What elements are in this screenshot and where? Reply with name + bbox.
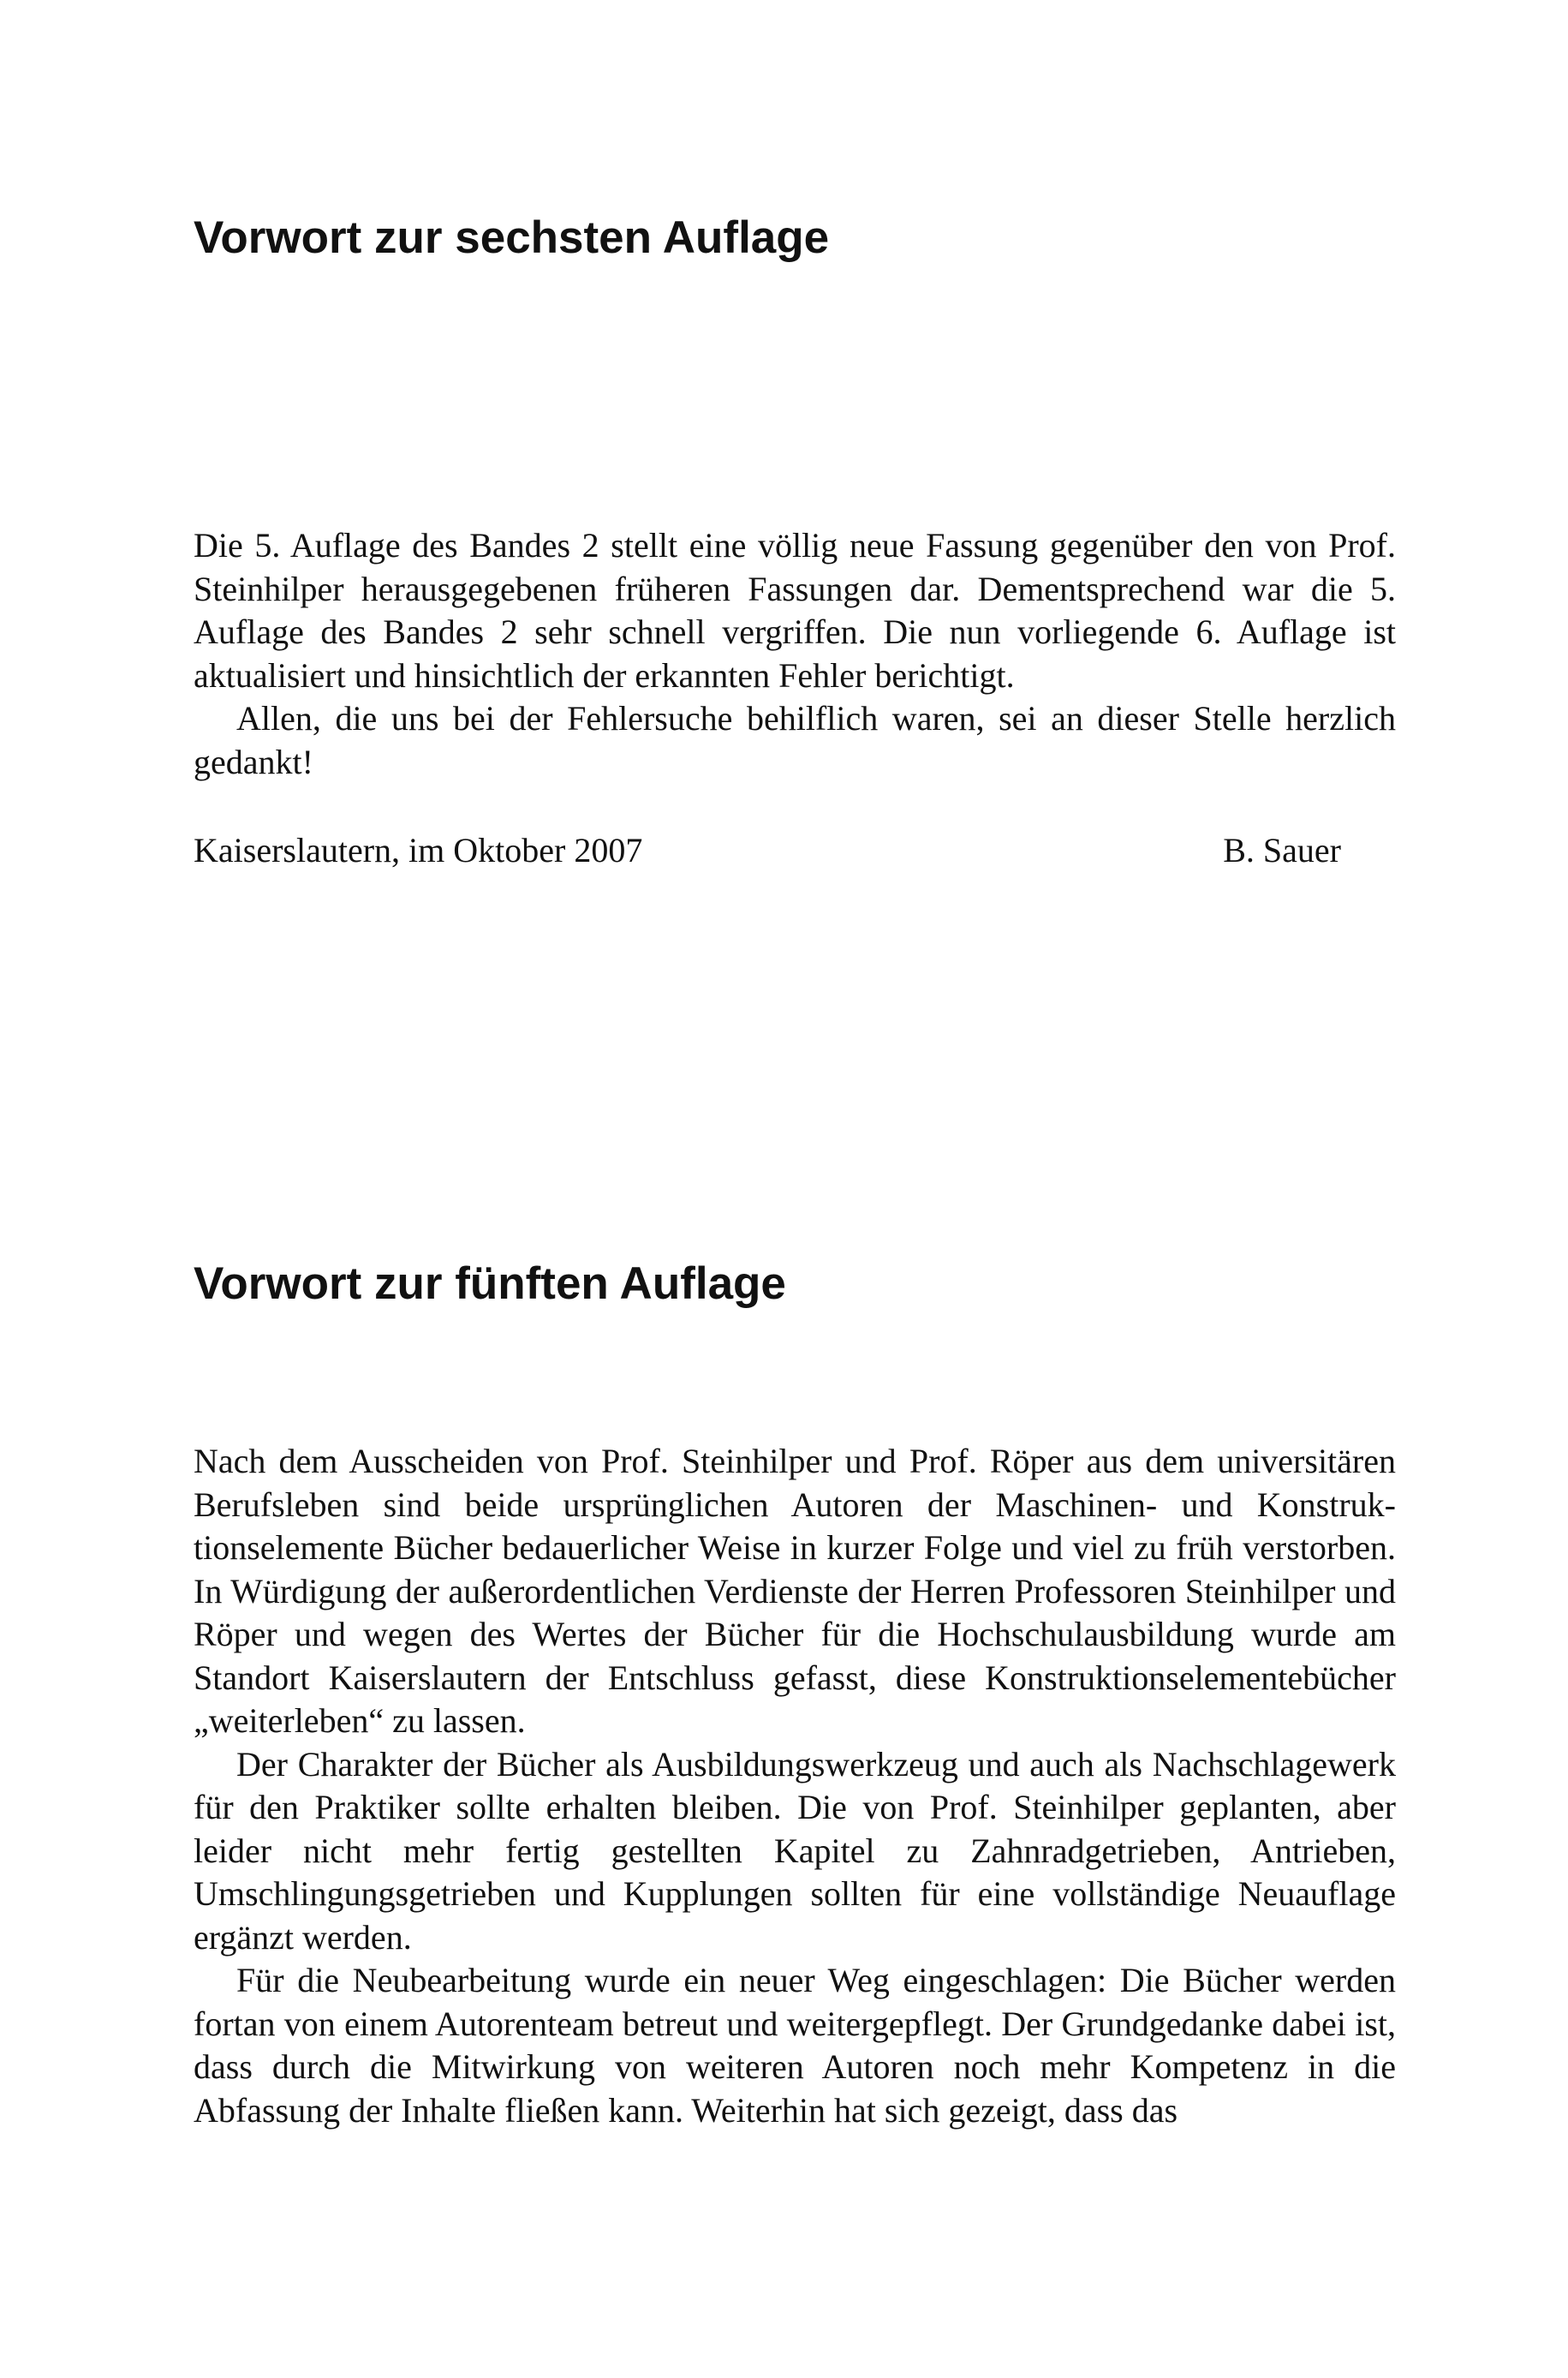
section-body-sixth-edition — [194, 524, 1396, 784]
paragraph: Die 5. Auflage des Bandes 2 stellt eine völlig neue Fassung gegenüber den von Prof. Steinhilper herausgegebenen früheren Fassungen dar. Dementsprechend war die 5. Auflage des Bandes 2 sehr schnell vergriffen. Die nun vorliegende 6. Auflage ist aktualisiert und hinsichtlich der erkannten Fehler berichtigt. — [194, 526, 1396, 695]
paragraph: Für die Neubearbeitung wurde ein neuer Weg eingeschlagen: Die Bücher werden fortan von einem Autorenteam betreut und weitergepflegt. Der Grundgedanke dabei ist, dass durch die Mitwirkung von weiteren Autoren noch mehr Kompetenz in die Abfassung der Inhalte fließen kann. Weiterhin hat sich gezeigt, dass das — [194, 1961, 1396, 2130]
paragraph: Allen, die uns bei der Fehlersuche behilflich waren, sei an dieser Stelle herzlich gedankt! — [194, 699, 1396, 781]
paragraph: Der Charakter der Bücher als Ausbildungswerkzeug und auch als Nachschlagewerk für den Praktiker sollte erhalten bleiben. Die von Prof. Steinhilper geplanten, aber leider nicht mehr fertig gestellten Kapitel zu Zahnradgetrieben, Antrieben, Umschlingungsgetrieben und Kupplungen sollten für eine vollständige Neuauflage ergänzt werden. — [194, 1744, 1396, 1957]
section-body-fifth-edition — [194, 1440, 1396, 2132]
paragraph: Nach dem Ausscheiden von Prof. Steinhilper und Prof. Röper aus dem universitären Berufsleben sind beide ursprünglichen Autoren der Maschinen- und Konstruktionselemente Bücher bedauerlicher Weise in kurzer Folge und viel zu früh verstorben. In Würdigung der außerordentlichen Verdienste der Herren Professoren Steinhilper und Röper und wegen des Wertes der Bücher für die Hochschulausbildung wurde am Standort Kaiserslautern der Entschluss gefasst, diese Konstruktionselementebücher „weiterleben“ zu lassen. — [194, 1442, 1396, 1740]
author-name: B. Sauer — [1223, 831, 1341, 869]
section-title-sixth-edition: Vorwort zur sechsten Auflage — [194, 212, 830, 263]
signature-line — [194, 829, 1341, 872]
section-title-fifth-edition: Vorwort zur fünften Auflage — [194, 1258, 786, 1309]
place-date: Kaiserslautern, im Oktober 2007 — [194, 831, 643, 869]
